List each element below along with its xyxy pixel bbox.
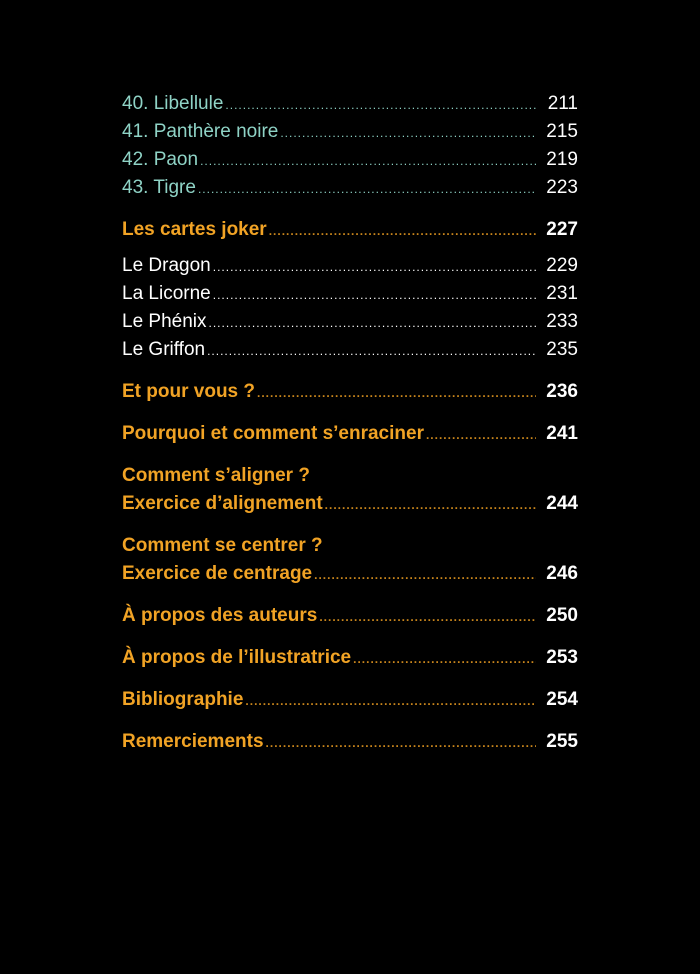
dot-leader (257, 379, 536, 407)
toc-entry-title: Le Phénix (122, 311, 207, 332)
toc-entry-page: 235 (546, 339, 578, 360)
toc-entry-title: 40. Libellule (122, 93, 224, 114)
dot-leader (245, 687, 536, 715)
dot-leader (353, 645, 536, 673)
dot-leader (269, 217, 536, 245)
toc-entry-dragon[interactable] (122, 252, 578, 280)
toc-section-page: 236 (546, 381, 578, 402)
toc-section-illustratrice[interactable] (122, 644, 578, 672)
toc-section-title: Pourquoi et comment s’enraciner (122, 423, 424, 444)
toc-entry-page: 231 (546, 283, 578, 304)
dot-leader (209, 309, 536, 337)
toc-entry-paon[interactable] (122, 146, 578, 174)
toc-entry-griffon[interactable] (122, 336, 578, 364)
dot-leader (325, 491, 536, 519)
toc-entry-title: Le Griffon (122, 339, 206, 360)
toc-section-title: Exercice de centrage (122, 563, 313, 584)
toc-section-page: 244 (546, 493, 578, 514)
toc-section-heading-aligner: Comment s’aligner ? (122, 465, 310, 486)
toc-section-cartes-joker[interactable] (122, 216, 578, 244)
toc-section-heading-centrer: Comment se centrer ? (122, 535, 323, 556)
dot-leader (319, 603, 536, 631)
toc-section-page: 250 (546, 605, 578, 626)
toc-entry-page: 215 (546, 121, 578, 142)
toc-section-bibliographie[interactable] (122, 686, 578, 714)
toc-entry-panthere-noire[interactable] (122, 118, 578, 146)
toc-entry-page: 219 (546, 149, 578, 170)
toc-section-remerciements[interactable] (122, 728, 578, 756)
toc-entry-title: 42. Paon (122, 149, 199, 170)
toc-section-auteurs[interactable] (122, 602, 578, 630)
toc-section-centrage[interactable] (122, 560, 578, 588)
toc-section-title: Bibliographie (122, 689, 244, 710)
dot-leader (207, 337, 536, 365)
dot-leader (213, 253, 536, 281)
dot-leader (200, 147, 536, 175)
toc-section-et-pour-vous[interactable] (122, 378, 578, 406)
toc-section-title: Les cartes joker (122, 219, 267, 240)
toc-entry-phenix[interactable] (122, 308, 578, 336)
toc-entry-page: 211 (547, 93, 578, 114)
toc-section-title: Et pour vous ? (122, 381, 255, 402)
toc-entry-title: 41. Panthère noire (122, 121, 279, 142)
toc-entry-title: La Licorne (122, 283, 211, 304)
dot-leader (426, 421, 536, 449)
toc-entry-title: 43. Tigre (122, 177, 196, 198)
toc-section-title: Exercice d’alignement (122, 493, 323, 514)
dot-leader (198, 175, 536, 203)
toc-section-page: 254 (546, 689, 578, 710)
toc-section-enraciner[interactable] (122, 420, 578, 448)
toc-section-page: 241 (546, 423, 578, 444)
dot-leader (225, 91, 536, 119)
toc-section-page: 255 (546, 731, 578, 752)
toc-section-alignement[interactable] (122, 490, 578, 518)
toc-section-page: 253 (546, 647, 578, 668)
dot-leader (280, 119, 536, 147)
toc-section-title: Remerciements (122, 731, 264, 752)
toc-section-page: 246 (546, 563, 578, 584)
toc-section-title: À propos des auteurs (122, 605, 318, 626)
toc-entry-page: 229 (546, 255, 578, 276)
toc-entry-page: 223 (546, 177, 578, 198)
toc-entry-page: 233 (546, 311, 578, 332)
dot-leader (266, 729, 536, 757)
toc-entry-licorne[interactable] (122, 280, 578, 308)
toc-section-page: 227 (546, 219, 578, 240)
toc-entry-tigre[interactable] (122, 174, 578, 202)
table-of-contents (122, 90, 578, 756)
dot-leader (213, 281, 536, 309)
toc-section-title: À propos de l’illustratrice (122, 647, 352, 668)
toc-entry-libellule[interactable] (122, 90, 578, 118)
toc-entry-title: Le Dragon (122, 255, 211, 276)
dot-leader (314, 561, 536, 589)
